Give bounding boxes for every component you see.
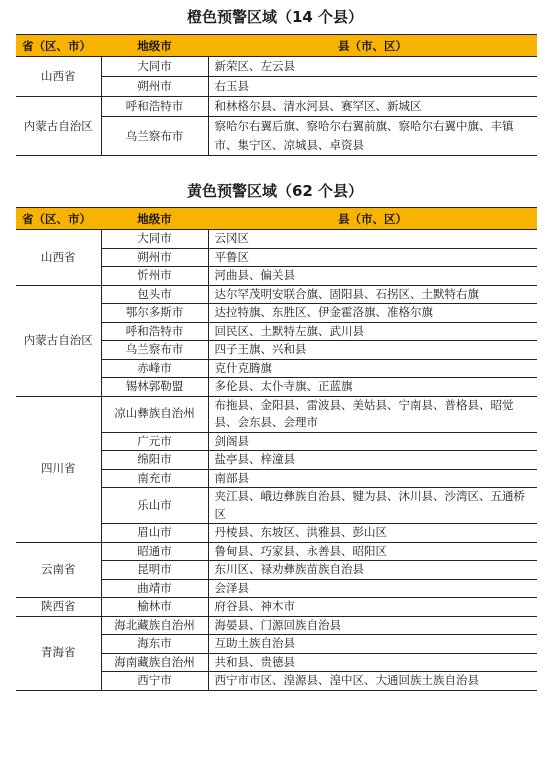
header-county: 县（市、区） [208, 35, 537, 57]
county-cell: 南部县 [208, 469, 537, 488]
city-cell: 乌兰察布市 [101, 117, 208, 156]
table-row [16, 97, 537, 117]
city-cell: 呼和浩特市 [101, 97, 208, 117]
county-cell: 云冈区 [208, 230, 537, 249]
county-cell: 回民区、土默特左旗、武川县 [208, 322, 537, 341]
city-cell: 乐山市 [101, 488, 208, 524]
city-cell: 鄂尔多斯市 [101, 304, 208, 323]
yellow-section-title: 黄色预警区域（62 个县） [186, 182, 364, 200]
city-cell: 朔州市 [101, 77, 208, 97]
province-cell: 青海省 [16, 616, 101, 690]
header-city: 地级市 [101, 208, 208, 230]
county-cell: 丹棱县、东坡区、洪雅县、彭山区 [208, 524, 537, 543]
county-cell: 剑阁县 [208, 432, 537, 451]
city-cell: 海东市 [101, 635, 208, 654]
table-row [16, 285, 537, 304]
county-cell: 四子王旗、兴和县 [208, 341, 537, 360]
county-cell: 新荣区、左云县 [208, 57, 537, 77]
city-cell: 榆林市 [101, 598, 208, 617]
city-cell: 昆明市 [101, 561, 208, 580]
county-cell: 互助土族自治县 [208, 635, 537, 654]
county-cell: 共和县、贵德县 [208, 653, 537, 672]
county-cell: 府谷县、神木市 [208, 598, 537, 617]
header-county: 县（市、区） [208, 208, 537, 230]
header-city: 地级市 [101, 35, 208, 57]
city-cell: 忻州市 [101, 267, 208, 286]
city-cell: 眉山市 [101, 524, 208, 543]
table-header-row [16, 35, 537, 57]
county-cell: 察哈尔右翼后旗、察哈尔右翼前旗、察哈尔右翼中旗、丰镇市、集宁区、凉城县、卓资县 [208, 117, 537, 156]
table-row [16, 598, 537, 617]
county-cell: 河曲县、偏关县 [208, 267, 537, 286]
city-cell: 绵阳市 [101, 451, 208, 470]
county-cell: 鲁甸县、巧家县、永善县、昭阳区 [208, 542, 537, 561]
county-cell: 和林格尔县、清水河县、赛罕区、新城区 [208, 97, 537, 117]
county-cell: 达拉特旗、东胜区、伊金霍洛旗、准格尔旗 [208, 304, 537, 323]
city-cell: 海南藏族自治州 [101, 653, 208, 672]
header-province: 省（区、市） [16, 208, 101, 230]
county-cell: 西宁市市区、湟源县、湟中区、大通回族土族自治县 [208, 672, 537, 691]
table-row [16, 57, 537, 77]
county-cell: 右玉县 [208, 77, 537, 97]
orange-section-title: 橙色预警区域（14 个县） [186, 8, 364, 26]
province-cell: 内蒙古自治区 [16, 285, 101, 396]
city-cell: 锡林郭勒盟 [101, 378, 208, 397]
table-row [16, 230, 537, 249]
header-province: 省（区、市） [16, 35, 101, 57]
table-row [16, 616, 537, 635]
city-cell: 大同市 [101, 57, 208, 77]
county-cell: 多伦县、太仆寺旗、正蓝旗 [208, 378, 537, 397]
city-cell: 曲靖市 [101, 579, 208, 598]
city-cell: 海北藏族自治州 [101, 616, 208, 635]
city-cell: 乌兰察布市 [101, 341, 208, 360]
province-cell: 四川省 [16, 396, 101, 542]
county-cell: 布拖县、金阳县、雷波县、美姑县、宁南县、普格县、昭觉县、会东县、会理市 [208, 396, 537, 432]
city-cell: 包头市 [101, 285, 208, 304]
county-cell: 夹江县、峨边彝族自治县、犍为县、沐川县、沙湾区、五通桥区 [208, 488, 537, 524]
county-cell: 海晏县、门源回族自治县 [208, 616, 537, 635]
city-cell: 凉山彝族自治州 [101, 396, 208, 432]
province-cell: 陕西省 [16, 598, 101, 617]
city-cell: 南充市 [101, 469, 208, 488]
city-cell: 呼和浩特市 [101, 322, 208, 341]
county-cell: 达尔罕茂明安联合旗、固阳县、石拐区、土默特右旗 [208, 285, 537, 304]
province-cell: 山西省 [16, 57, 101, 97]
yellow-warning-table [16, 207, 537, 691]
table-row [16, 396, 537, 432]
province-cell: 内蒙古自治区 [16, 97, 101, 156]
orange-warning-table [16, 34, 537, 156]
county-cell: 会泽县 [208, 579, 537, 598]
province-cell: 云南省 [16, 542, 101, 598]
province-cell: 山西省 [16, 230, 101, 286]
table-header-row [16, 208, 537, 230]
county-cell: 盐亭县、梓潼县 [208, 451, 537, 470]
city-cell: 西宁市 [101, 672, 208, 691]
county-cell: 平鲁区 [208, 248, 537, 267]
city-cell: 广元市 [101, 432, 208, 451]
city-cell: 大同市 [101, 230, 208, 249]
city-cell: 朔州市 [101, 248, 208, 267]
county-cell: 东川区、禄劝彝族苗族自治县 [208, 561, 537, 580]
county-cell: 克什克腾旗 [208, 359, 537, 378]
table-row [16, 542, 537, 561]
city-cell: 赤峰市 [101, 359, 208, 378]
city-cell: 昭通市 [101, 542, 208, 561]
